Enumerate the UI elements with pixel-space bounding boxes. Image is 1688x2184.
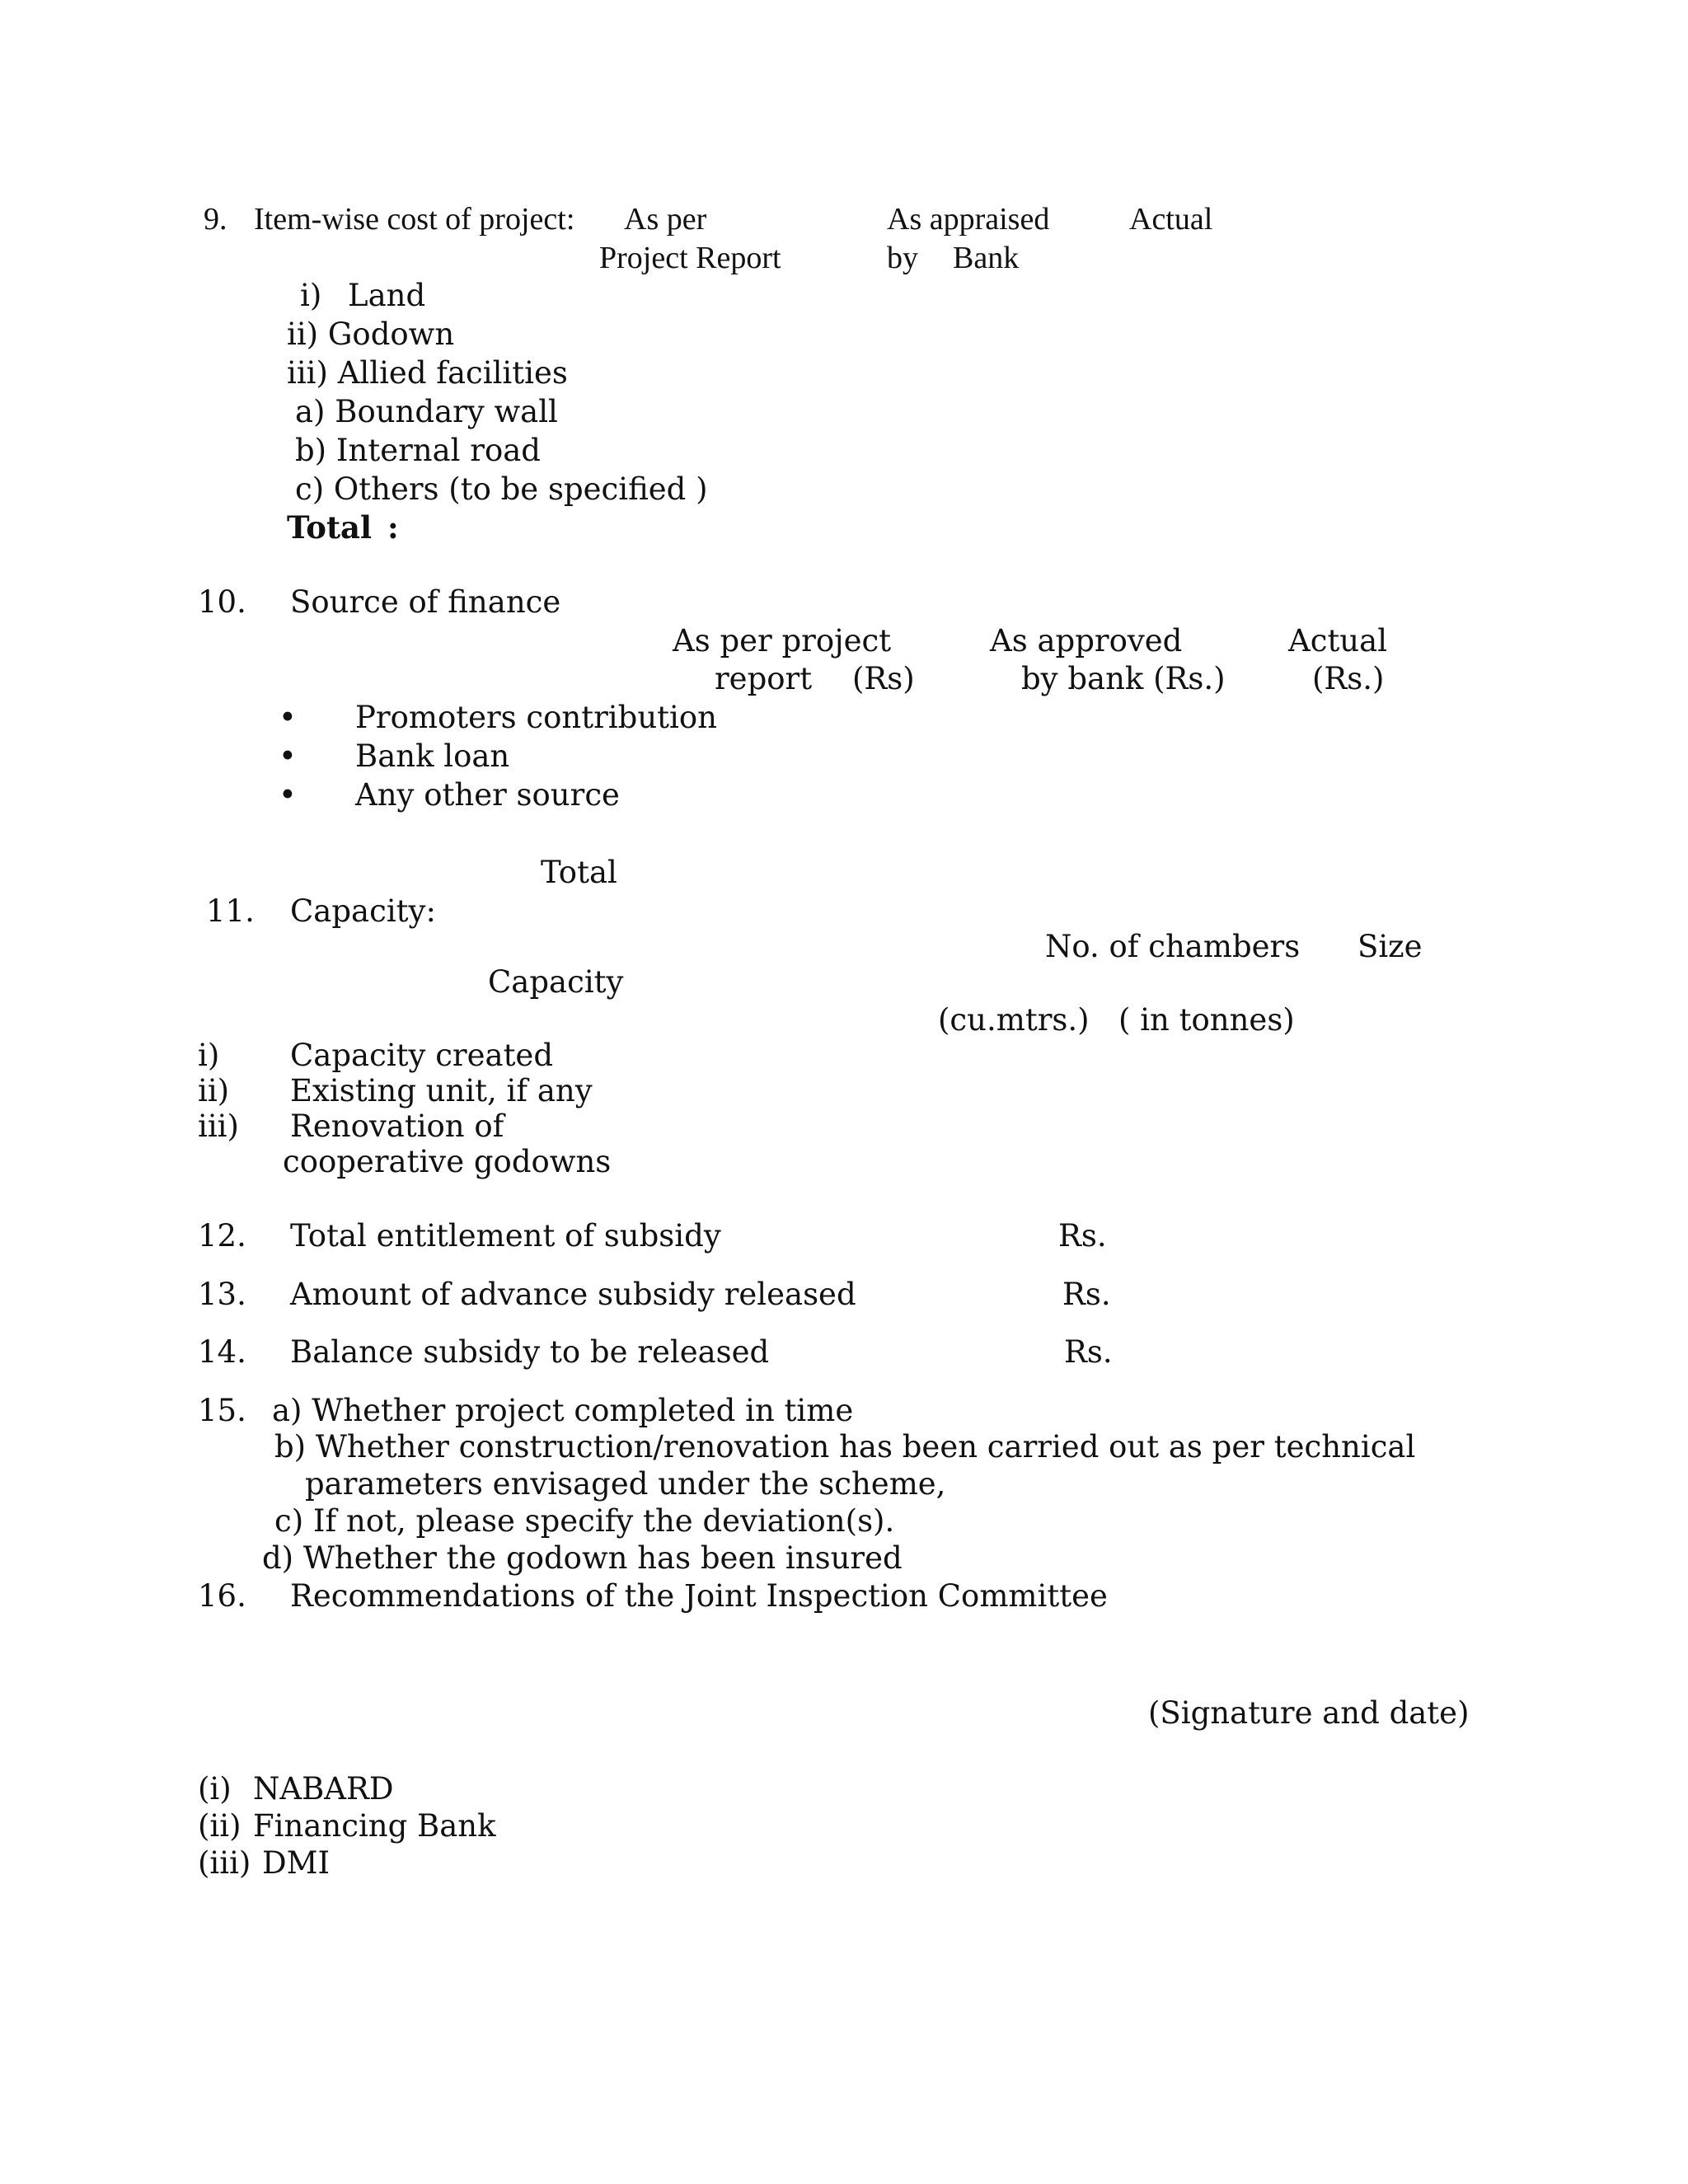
item-bank-loan: Bank loan xyxy=(355,738,510,774)
item-internal-road: b) Internal road xyxy=(295,433,541,468)
bullet-icon: • xyxy=(279,777,297,813)
total-label: Total xyxy=(541,855,617,890)
total-label: Total xyxy=(287,509,373,546)
section-14-rs: Rs. xyxy=(1064,1334,1113,1370)
col-header-no-of-chambers: No. of chambers xyxy=(1045,929,1301,964)
section-12-number: 12. xyxy=(198,1218,246,1254)
item-number: i) xyxy=(198,1038,220,1073)
item-allied-facilities: iii) Allied facilities xyxy=(287,355,568,391)
section-12-label: Total entitlement of subsidy xyxy=(290,1218,721,1254)
item-number: ii) xyxy=(198,1073,230,1108)
item-number: iii) xyxy=(198,1108,239,1144)
item-number: i) xyxy=(300,278,322,313)
item-other-source: Any other source xyxy=(355,777,620,813)
section-15-number: 15. xyxy=(198,1393,246,1428)
col-header-rs: (Rs) xyxy=(852,661,915,696)
item-renovation: Renovation of xyxy=(290,1108,504,1144)
col-header-as-per-project: As per project xyxy=(673,623,892,658)
col-header-project-report: Project Report xyxy=(599,241,781,275)
section-13-number: 13. xyxy=(198,1277,246,1312)
section-10-label: Source of finance xyxy=(290,584,561,620)
section-15-d: d) Whether the godown has been insured xyxy=(262,1540,903,1576)
col-header-cu-mtrs: (cu.mtrs.) xyxy=(938,1002,1090,1038)
signatory-nabard: NABARD xyxy=(253,1771,394,1807)
col-header-bank: Bank xyxy=(953,241,1020,275)
section-15-b-cont: parameters envisaged under the scheme, xyxy=(305,1466,946,1502)
section-14-number: 14. xyxy=(198,1334,246,1370)
item-others: c) Others (to be specified ) xyxy=(295,471,708,507)
col-header-by-bank: by bank (Rs.) xyxy=(1021,661,1226,696)
signatory-financing-bank: Financing Bank xyxy=(253,1808,496,1844)
item-renovation-cont: cooperative godowns xyxy=(283,1144,612,1179)
col-header-capacity: Capacity xyxy=(488,964,624,1000)
col-header-as-appraised: As appraised xyxy=(887,202,1050,237)
section-15-b: b) Whether construction/renovation has been carried out as per technical xyxy=(274,1429,1416,1465)
col-header-actual-rs: (Rs.) xyxy=(1312,661,1385,696)
section-16-label: Recommendations of the Joint Inspection Committee xyxy=(290,1578,1108,1614)
bullet-icon: • xyxy=(279,738,297,774)
signatory-number: (iii) xyxy=(198,1845,251,1881)
col-header-actual: Actual xyxy=(1129,202,1213,237)
section-16-number: 16. xyxy=(198,1578,246,1614)
col-header-actual: Actual xyxy=(1288,623,1388,658)
item-boundary-wall: a) Boundary wall xyxy=(295,394,558,429)
section-11-number: 11. xyxy=(206,893,255,929)
item-capacity-created: Capacity created xyxy=(290,1038,554,1073)
col-header-as-approved: As approved xyxy=(990,623,1183,658)
signature-and-date: (Signature and date) xyxy=(1148,1695,1470,1731)
section-15-c: c) If not, please specify the deviation(s). xyxy=(274,1503,895,1539)
col-header-tonnes: ( in tonnes) xyxy=(1118,1002,1295,1038)
item-promoters-contribution: Promoters contribution xyxy=(355,700,717,735)
section-14-label: Balance subsidy to be released xyxy=(290,1334,770,1370)
item-godown: ii) Godown xyxy=(287,316,455,352)
col-header-report: report xyxy=(715,661,813,696)
item-existing-unit: Existing unit, if any xyxy=(290,1073,593,1108)
signatory-number: (i) xyxy=(198,1771,232,1807)
total-colon: : xyxy=(387,509,399,546)
section-11-label: Capacity: xyxy=(290,893,436,929)
col-header-size: Size xyxy=(1357,929,1423,964)
section-12-rs: Rs. xyxy=(1058,1218,1107,1254)
item-land: Land xyxy=(348,278,426,313)
signatory-number: (ii) xyxy=(198,1808,241,1844)
section-13-label: Amount of advance subsidy released xyxy=(290,1277,856,1312)
bullet-icon: • xyxy=(279,700,297,735)
section-9-label: Item-wise cost of project: xyxy=(254,202,575,237)
col-header-by: by xyxy=(887,241,918,275)
section-10-number: 10. xyxy=(198,584,246,620)
section-13-rs: Rs. xyxy=(1062,1277,1111,1312)
signatory-dmi: DMI xyxy=(262,1845,331,1881)
section-15-a: a) Whether project completed in time xyxy=(272,1393,854,1428)
col-header-as-per: As per xyxy=(624,202,707,237)
section-9-number: 9. xyxy=(204,202,227,237)
